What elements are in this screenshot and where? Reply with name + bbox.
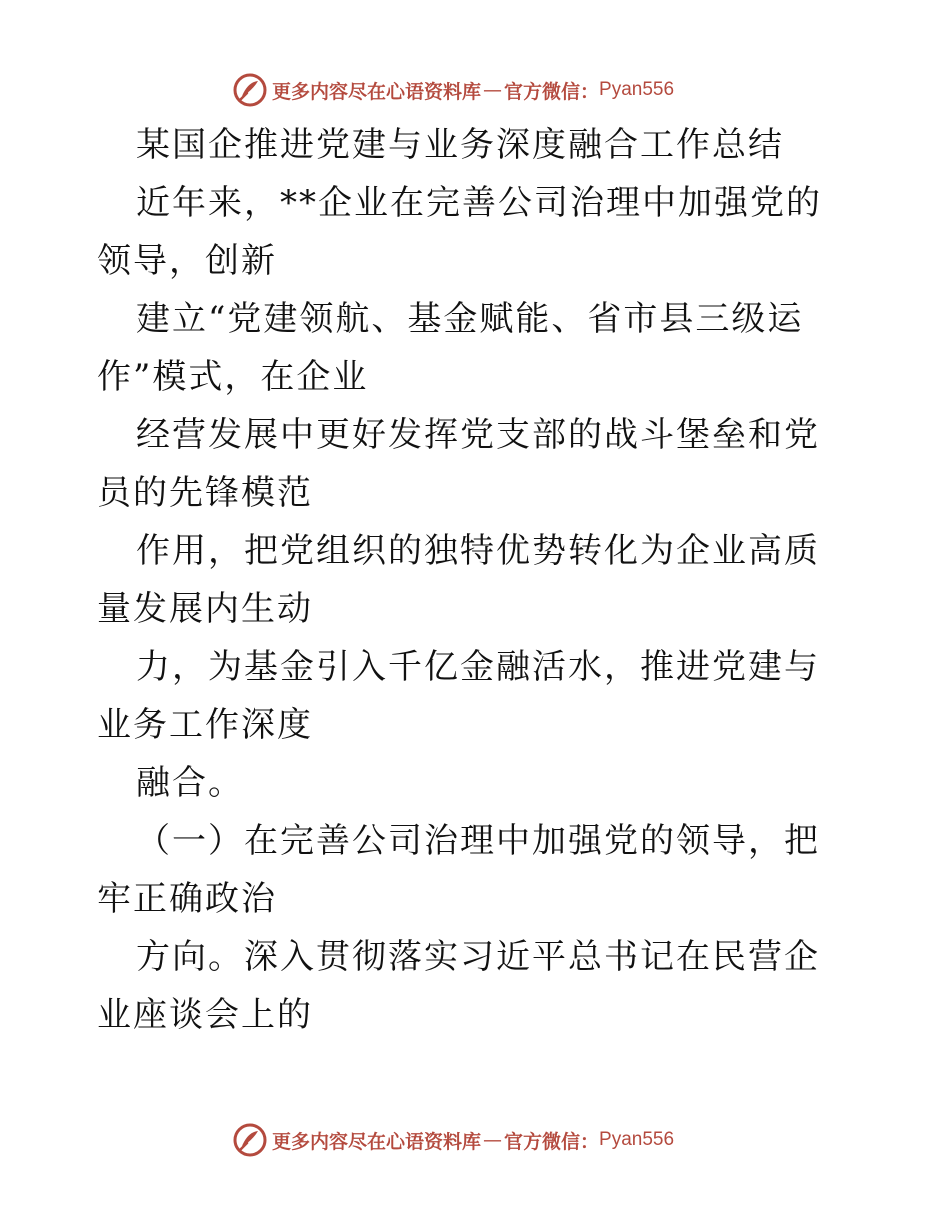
document-body bbox=[97, 116, 853, 1044]
paragraph: 力，为基金引入千亿金融活水，推进党建与业务工作深度 bbox=[97, 647, 820, 745]
banner-text: 更多内容尽在心语资料库 bbox=[272, 80, 482, 103]
paragraph: 近年来，**企业在完善公司治理中加强党的领导，创新 bbox=[97, 183, 822, 281]
footer-banner bbox=[232, 1120, 674, 1160]
banner-wechat-label: 官方微信： bbox=[504, 80, 600, 103]
banner-wechat-label: 官方微信： bbox=[504, 1130, 600, 1153]
banner-text: 更多内容尽在心语资料库 bbox=[272, 1130, 482, 1153]
paragraph: 作用，把党组织的独特优势转化为企业高质量发展内生动 bbox=[97, 531, 820, 629]
paragraph: 经营发展中更好发挥党支部的战斗堡垒和党员的先锋模范 bbox=[97, 415, 820, 513]
document-title: 某国企推进党建与业务深度融合工作总结 bbox=[136, 125, 784, 165]
paragraph: 融合。 bbox=[136, 763, 244, 803]
brand-logo-icon bbox=[232, 72, 268, 108]
banner-wechat-id: Pyan556 bbox=[599, 1129, 675, 1150]
banner-dash: — bbox=[483, 79, 503, 101]
banner-dash: — bbox=[483, 1129, 503, 1151]
header-banner bbox=[232, 70, 674, 110]
paragraph: 方向。深入贯彻落实习近平总书记在民营企业座谈会上的 bbox=[97, 937, 820, 1035]
banner-wechat-id: Pyan556 bbox=[599, 79, 675, 100]
brand-logo-icon bbox=[232, 1122, 268, 1158]
paragraph: （一）在完善公司治理中加强党的领导，把牢正确政治 bbox=[97, 821, 820, 919]
paragraph: 建立“党建领航、基金赋能、省市县三级运作”模式，在企业 bbox=[97, 299, 804, 397]
